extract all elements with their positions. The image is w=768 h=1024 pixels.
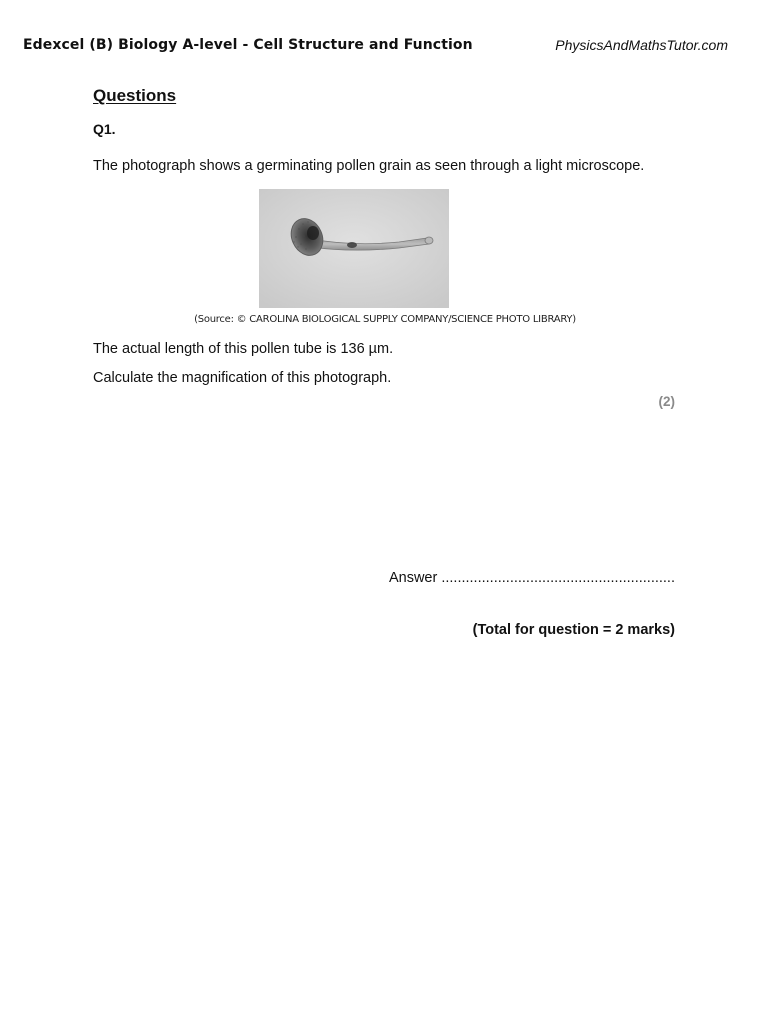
total-marks: (Total for question = 2 marks) (472, 622, 675, 638)
pollen-tube-length-statement: The actual length of this pollen tube is 136 µm. (93, 341, 394, 357)
question-intro: The photograph shows a germinating pollen grain as seen through a light microscope. (93, 158, 645, 174)
question-task: Calculate the magnification of this photograph. (93, 370, 392, 386)
marks-indicator: (2) (658, 394, 675, 409)
section-heading: Questions (93, 86, 177, 105)
document-title: Edexcel (B) Biology A-level - Cell Structure and Function (23, 37, 473, 53)
answer-line[interactable]: Answer .......................................................... (388, 570, 675, 586)
pollen-grain-photo (259, 189, 449, 308)
image-source-credit: (Source: © CAROLINA BIOLOGICAL SUPPLY COMPANY/SCIENCE PHOTO LIBRARY) (194, 314, 576, 325)
site-name: PhysicsAndMathsTutor.com (555, 37, 728, 53)
question-number: Q1. (93, 121, 116, 137)
